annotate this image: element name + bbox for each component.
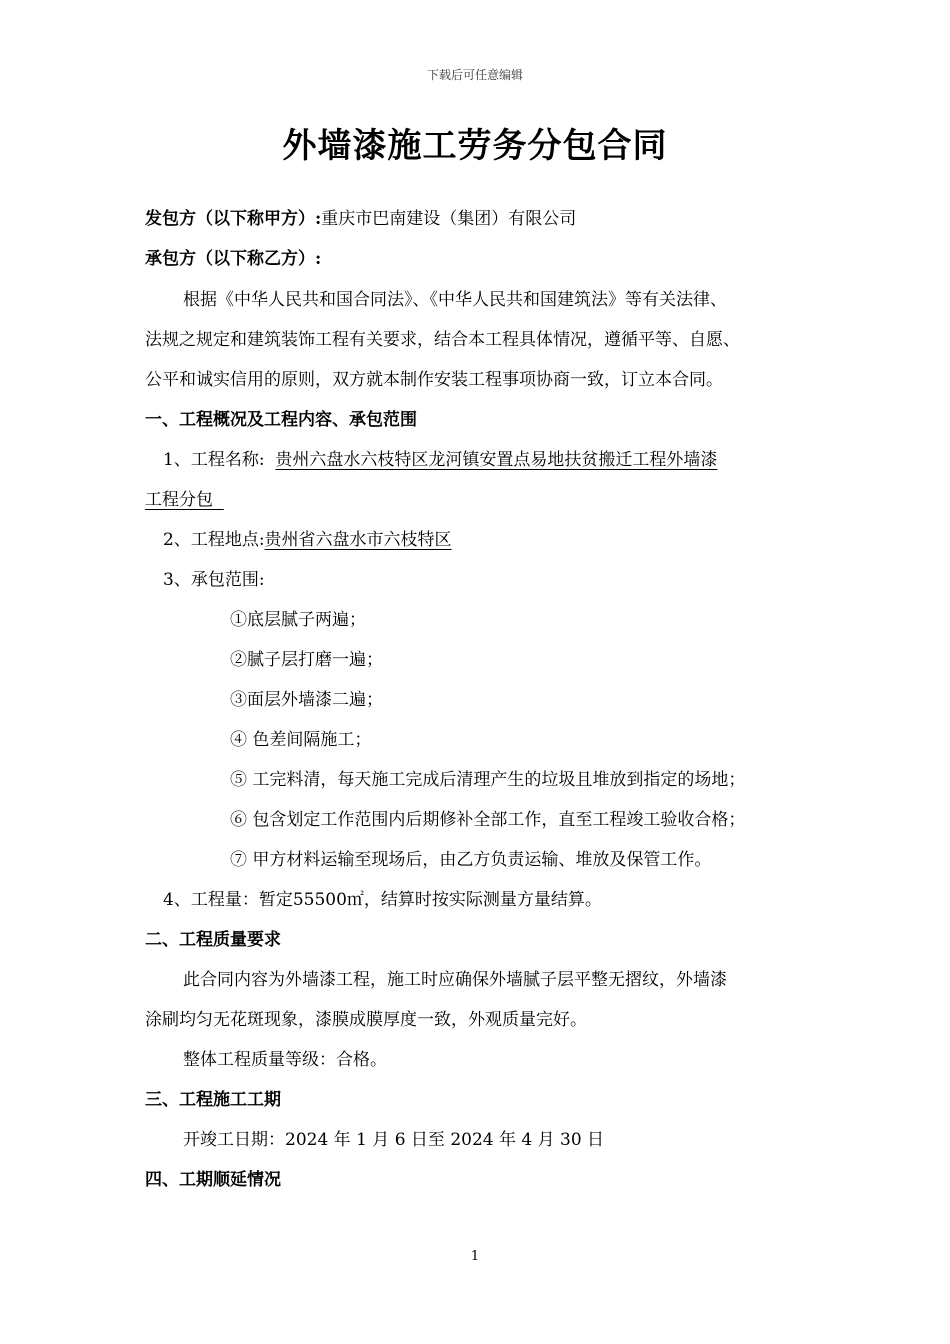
intro-line-2: 法规之规定和建筑装饰工程有关要求，结合本工程具体情况，遵循平等、自愿、 bbox=[145, 330, 740, 350]
scope-item: ⑤ 工完料清，每天施工完成后清理产生的垃圾且堆放到指定的场地； bbox=[230, 770, 746, 790]
scope-item: ②腻子层打磨一遍； bbox=[230, 650, 383, 670]
section-2-heading: 二、工程质量要求 bbox=[145, 930, 281, 950]
project-location-line bbox=[163, 528, 452, 552]
project-name-value: 贵州六盘水六枝特区龙河镇安置点易地扶贫搬迁工程外墙漆 bbox=[275, 450, 718, 470]
project-name-label: 1、工程名称: bbox=[163, 450, 265, 470]
header-note: 下载后可任意编辑 bbox=[426, 68, 523, 82]
scope-label: 3、承包范围: bbox=[163, 570, 265, 590]
project-name-value-cont: 工程分包 bbox=[145, 490, 213, 510]
section-3-heading: 三、工程施工工期 bbox=[145, 1090, 281, 1110]
intro-line-3: 公平和诚实信用的原则，双方就本制作安装工程事项协商一致，订立本合同。 bbox=[145, 370, 723, 390]
scope-item: ⑥ 包含划定工作范围内后期修补全部工作，直至工程竣工验收合格； bbox=[230, 810, 746, 830]
page-title: 外墙漆施工劳务分包合同 bbox=[282, 126, 668, 166]
section-1-heading: 一、工程概况及工程内容、承包范围 bbox=[145, 410, 417, 430]
intro-line-1: 根据《中华人民共和国合同法》、《中华人民共和国建筑法》等有关法律、 bbox=[183, 290, 727, 310]
quality-para-line-1: 此合同内容为外墙漆工程，施工时应确保外墙腻子层平整无摺纹，外墙漆 bbox=[183, 970, 727, 990]
party-a-label: 发包方（以下称甲方）: bbox=[145, 209, 322, 229]
quality-grade: 整体工程质量等级：合格。 bbox=[183, 1050, 387, 1070]
scope-item: ④ 色差间隔施工； bbox=[230, 730, 372, 750]
quantity-line: 4、工程量：暂定55500㎡，结算时按实际测量方量结算。 bbox=[163, 890, 602, 910]
project-name-line bbox=[163, 448, 717, 472]
scope-item: ①底层腻子两遍； bbox=[230, 610, 366, 630]
page-number: 1 bbox=[470, 1249, 480, 1264]
scope-item: ③面层外墙漆二遍； bbox=[230, 690, 383, 710]
schedule-dates: 开竣工日期：2024 年 1 月 6 日至 2024 年 4 月 30 日 bbox=[183, 1130, 605, 1150]
section-4-heading: 四、工期顺延情况 bbox=[145, 1170, 281, 1190]
party-a-line bbox=[145, 207, 576, 231]
project-name-continued bbox=[145, 488, 224, 512]
project-location-label: 2、工程地点: bbox=[163, 530, 265, 550]
party-a-value: 重庆市巴南建设（集团）有限公司 bbox=[321, 209, 577, 229]
quality-para-line-2: 涂刷均匀无花斑现象，漆膜成膜厚度一致，外观质量完好。 bbox=[145, 1010, 587, 1030]
project-location-value: 贵州省六盘水市六枝特区 bbox=[264, 530, 452, 550]
party-b-label: 承包方（以下称乙方）: bbox=[145, 249, 322, 269]
scope-item: ⑦ 甲方材料运输至现场后，由乙方负责运输、堆放及保管工作。 bbox=[230, 850, 712, 870]
